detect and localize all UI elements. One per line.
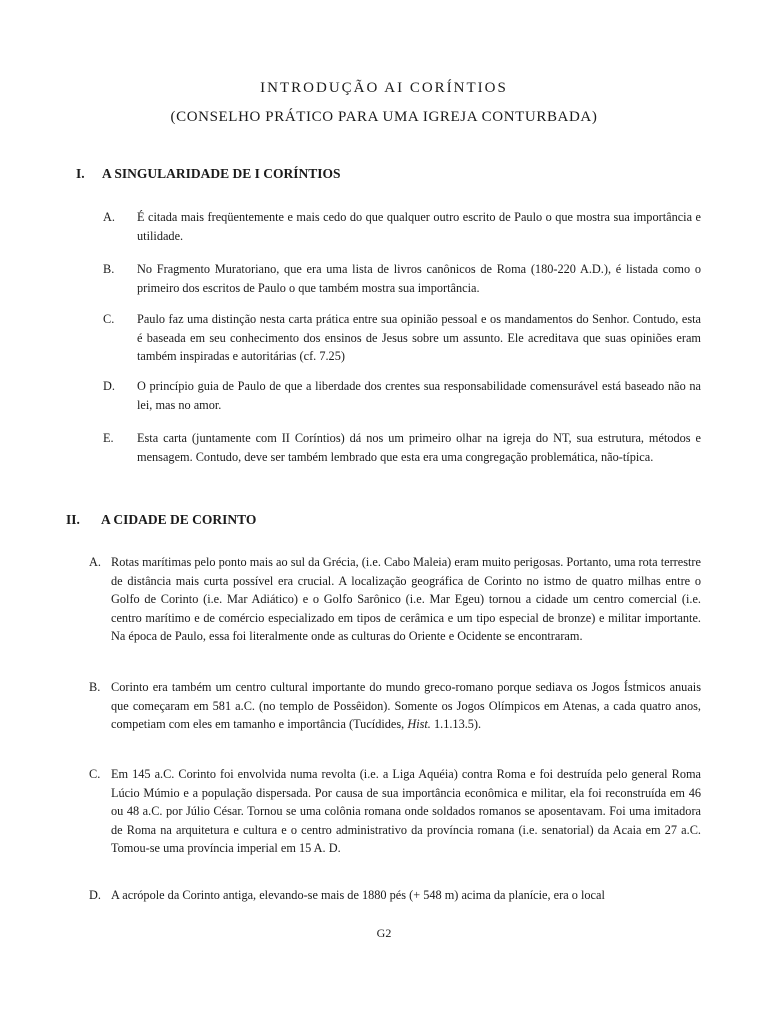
item-letter: A.	[103, 210, 115, 224]
item-text: Paulo faz uma distinção nesta carta prática entre sua opinião pessoal e os mandamentos do Senhor. Contudo, esta é baseada em seu conhecimento dos ensinos de Jesus sobre um assunto. Ele acreditava que suas opiniões eram também inspiradas e autoritárias (cf. 7.25)	[137, 312, 701, 363]
section-2-item-b	[89, 678, 701, 754]
section-2-number: II.	[66, 512, 80, 527]
item-text: Rotas marítimas pelo ponto mais ao sul da Grécia, (i.e. Cabo Maleia) eram muito perigosas. Portanto, uma rota terrestre de distância mais curta possível era crucial. A localização geográfica de Corinto no istmo de quatro milhas entre o Golfo de Corinto (i.e. Mar Adiático) e o Golfo Sarônico (i.e. Mar Egeu) tornou a cidade um centro comercial (i.e. centro marítimo e de comércio especializado em tipos de cerâmica e um tipo especial de bronze) e militar importante. Na época de Paulo, essa foi literalmente onde as culturas do Oriente e Ocidente se encontraram.	[111, 555, 701, 643]
section-1-item-b	[103, 260, 701, 300]
page-number: G2	[376, 926, 392, 940]
item-text: Esta carta (juntamente com II Coríntios) dá nos um primeiro olhar na igreja do NT, sua estrutura, métodos e mensagem. Contudo, deve ser também lembrado que esta era uma congregação problemática, não-típica.	[137, 431, 701, 464]
section-1-title: A SINGULARIDADE DE I CORÍNTIOS	[102, 166, 341, 181]
section-1-item-d	[103, 377, 701, 417]
item-text: No Fragmento Muratoriano, que era uma lista de livros canônicos de Roma (180-220 A.D.), é listada como o primeiro dos escritos de Paulo o que também mostra sua importância.	[137, 262, 701, 295]
item-text-end: 1.1.13.5).	[433, 717, 482, 731]
section-2-heading	[66, 511, 686, 531]
item-letter: D.	[103, 379, 115, 393]
section-2-item-c	[89, 765, 701, 877]
section-1-number: I.	[76, 166, 85, 181]
document-subtitle: (CONSELHO PRÁTICO PARA UMA IGREJA CONTURBADA)	[170, 109, 598, 125]
item-letter: E.	[103, 431, 114, 445]
item-letter: B.	[89, 680, 101, 694]
section-1-item-c	[103, 310, 701, 368]
section-1-heading	[76, 165, 696, 185]
item-text: O princípio guia de Paulo de que a liberdade dos crentes sua responsabilidade comensurável está baseado não na lei, mas no amor.	[137, 379, 701, 412]
section-2-title: A CIDADE DE CORINTO	[101, 512, 257, 527]
section-1-item-a	[103, 208, 701, 248]
section-1-item-e	[103, 429, 701, 487]
item-letter: C.	[103, 312, 115, 326]
item-text	[111, 678, 701, 734]
item-letter: D.	[89, 888, 101, 902]
section-2-item-a	[89, 553, 701, 665]
item-letter: B.	[103, 262, 115, 276]
item-text: A acrópole da Corinto antiga, elevando-se mais de 1880 pés (+ 548 m) acima da planície, era o local	[111, 888, 605, 902]
item-text-main: Corinto era também um centro cultural importante do mundo greco-romano porque sediava os Jogos Ístmicos anuais que começaram em 581 a.C. (no templo de Possêidon). Somente os Jogos Olímpicos em Atenas, a cada quatro anos, competiam com eles em tamanho e importância (Tucídides,	[111, 680, 701, 731]
section-2-item-d	[89, 886, 701, 906]
item-letter: C.	[89, 767, 101, 781]
document-title: INTRODUÇÃO AI CORÍNTIOS	[260, 80, 508, 96]
item-letter: A.	[89, 555, 101, 569]
item-text: Em 145 a.C. Corinto foi envolvida numa revolta (i.e. a Liga Aquéia) contra Roma e foi destruída pelo general Roma Lúcio Múmio e a população dispersada. Por causa de sua importância econômica e militar, ela foi reconstruída em 46 ou 48 a.C. por Júlio César. Tornou se uma colônia romana onde soldados romanos se aposentavam. Foi uma imitadora de Roma na arquitetura e cultura e o centro administrativo da província romana (i.e. senatorial) da Acaia em 27 a.C. Tomou-se uma província imperial em 15 A. D.	[111, 767, 701, 855]
item-text-citation: Hist.	[407, 717, 431, 731]
item-text: É citada mais freqüentemente e mais cedo do que qualquer outro escrito de Paulo o que mostra sua importância e utilidade.	[137, 210, 701, 243]
